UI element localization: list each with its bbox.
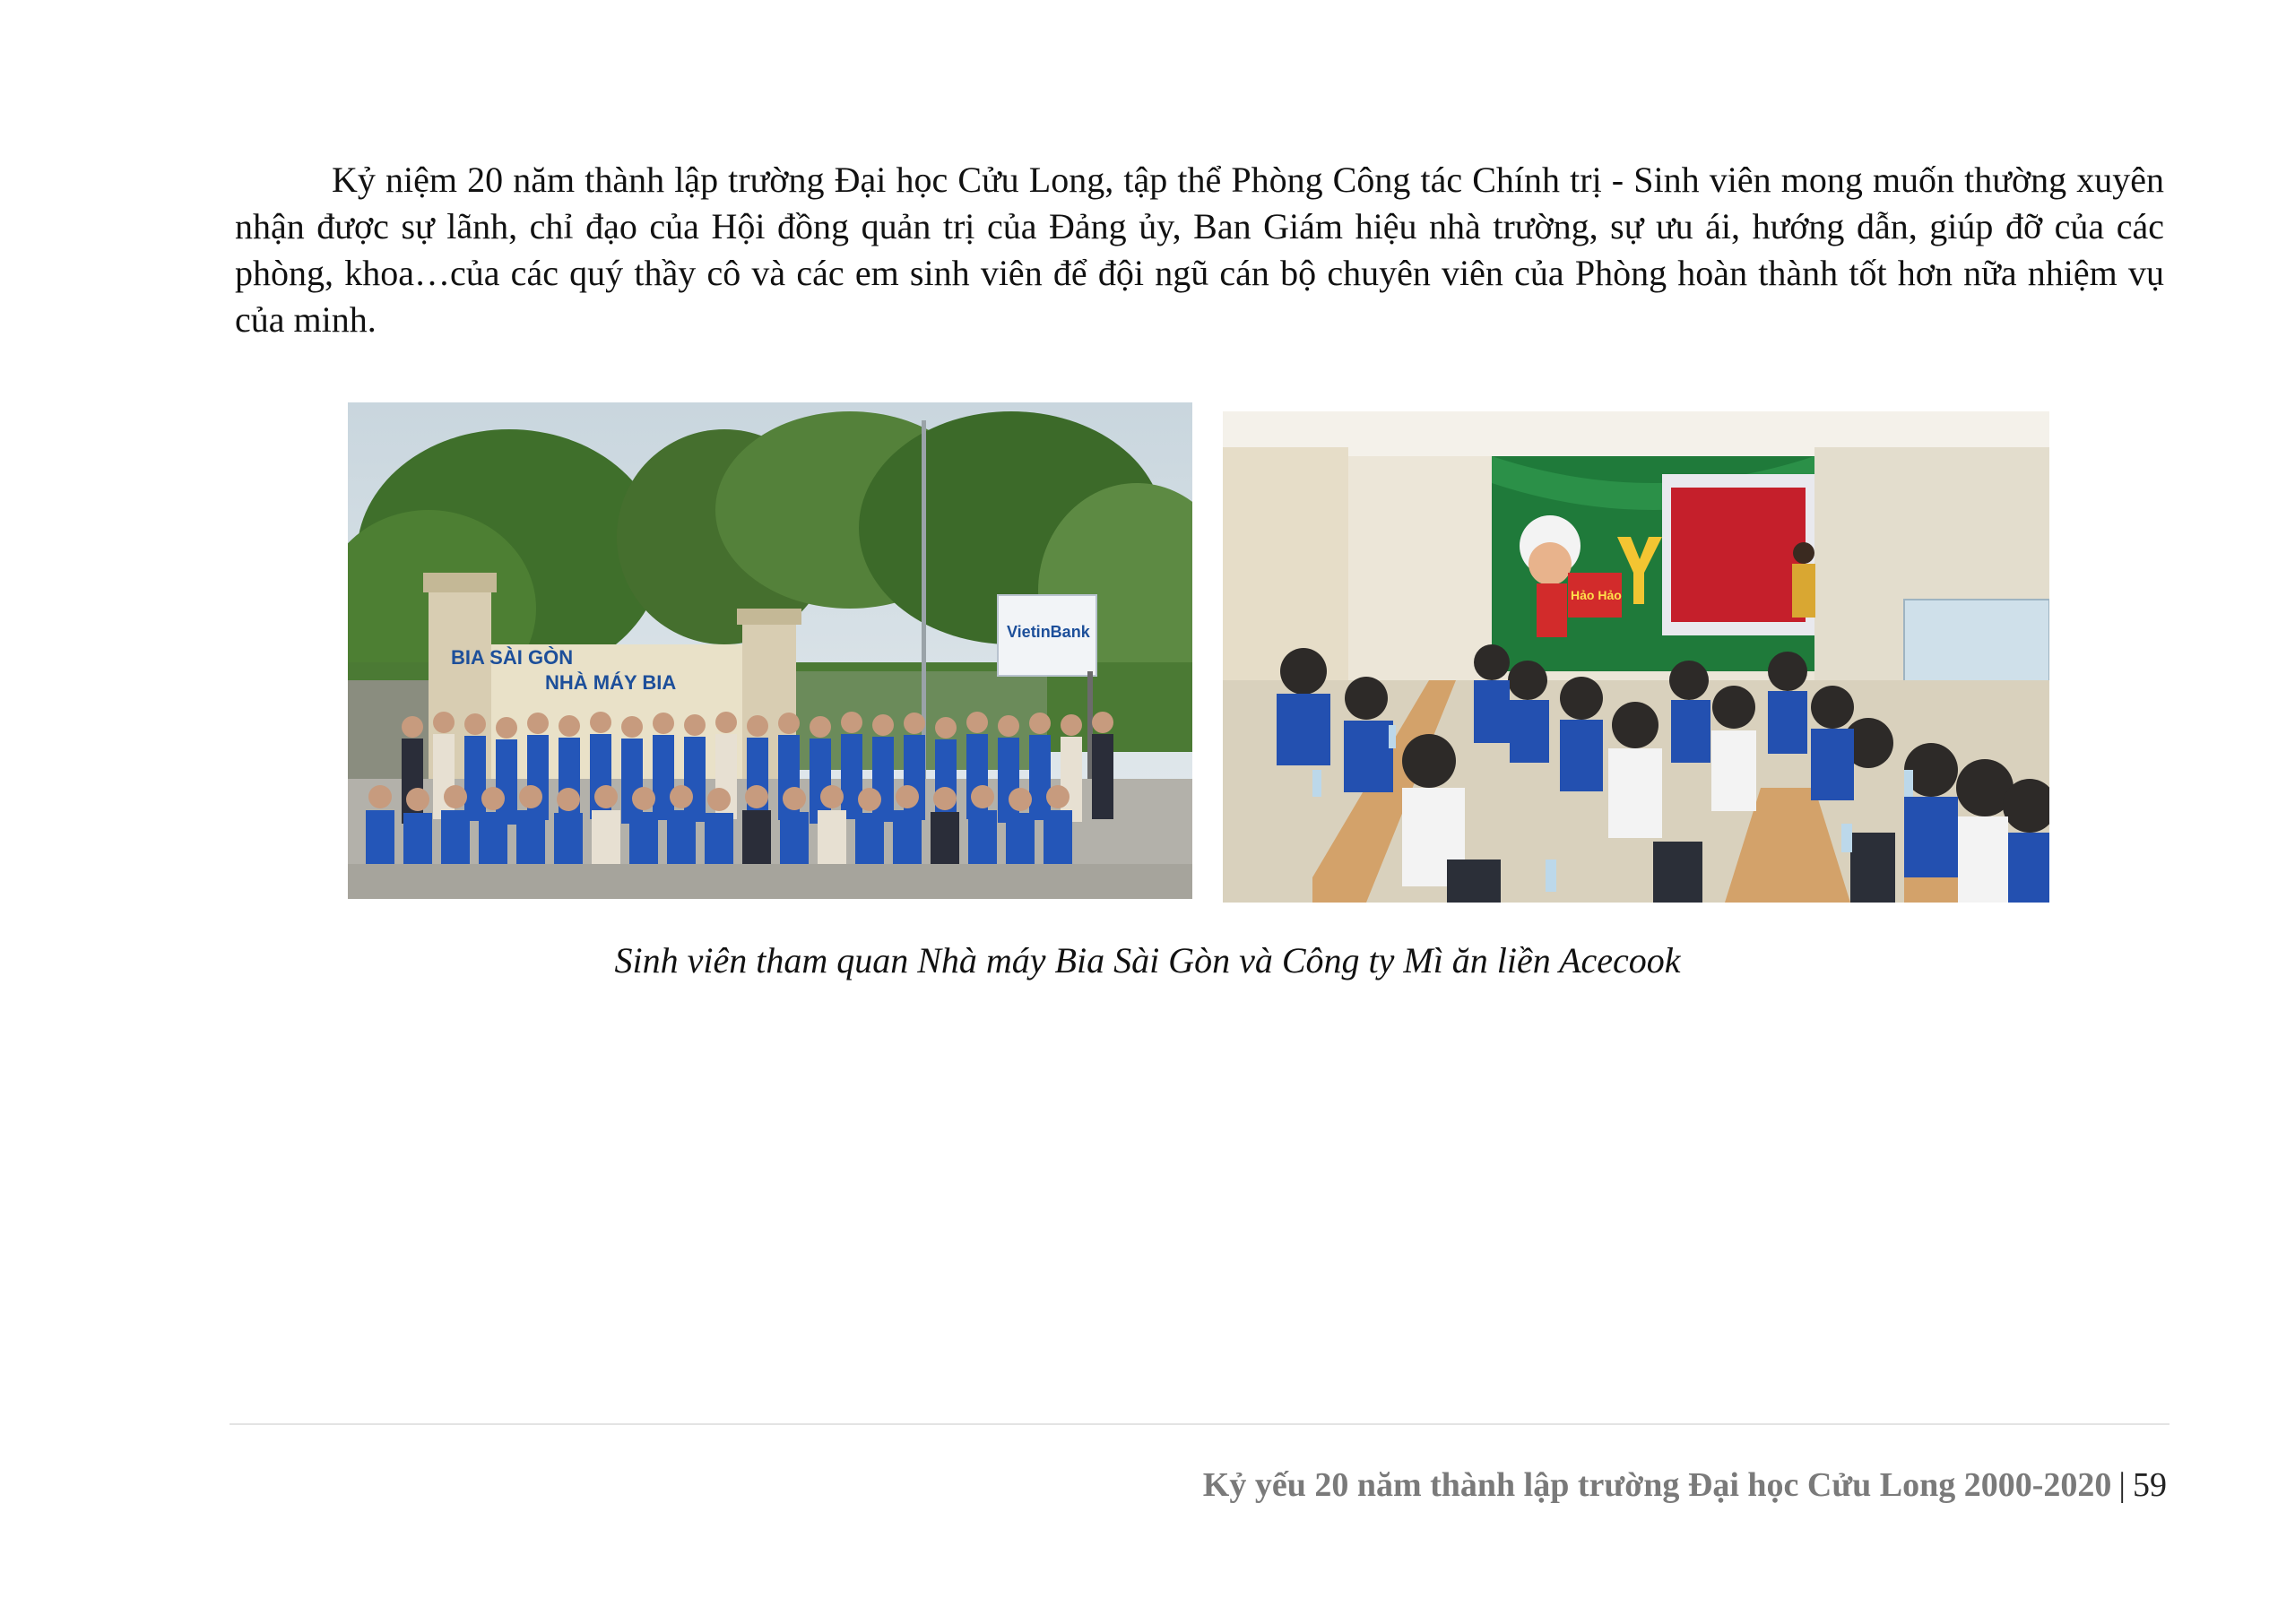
sign-brand: BIA SÀI GÒN	[451, 646, 574, 669]
footer-title: Kỷ yếu 20 năm thành lập trường Đại học Cửu Long 2000-2020	[1202, 1466, 2112, 1504]
page-footer	[1203, 1463, 2167, 1507]
photo-saigon-beer-factory	[348, 402, 1192, 899]
body-paragraph: Kỷ niệm 20 năm thành lập trường Đại học Cửu Long, tập thể Phòng Công tác Chính trị - Sinh viên mong muốn thường xuyên nhận được sự lãnh, chỉ đạo của Hội đồng quản trị của Đảng ủy, Ban Giám hiệu nhà trường, sự ưu ái, hướng dẫn, giúp đỡ của các phòng, khoa…của các quý thầy cô và các em sinh viên để đội ngũ cán bộ chuyên viên của Phòng hoàn thành tốt hơn nữa nhiệm vụ của minh.	[235, 160, 2164, 340]
footer-divider	[230, 1423, 2169, 1425]
photo-caption: Sinh viên tham quan Nhà máy Bia Sài Gòn và Công ty Mì ăn liền Acecook	[614, 940, 1681, 980]
product-label: Hảo Hảo	[1571, 588, 1622, 602]
bank-sign: VietinBank	[1007, 623, 1090, 641]
sign-text: NHÀ MÁY BIA	[545, 671, 677, 694]
page-number: 59	[2133, 1466, 2167, 1504]
photo-acecook-seminar	[1223, 411, 2049, 903]
footer-separator: |	[2118, 1466, 2126, 1504]
